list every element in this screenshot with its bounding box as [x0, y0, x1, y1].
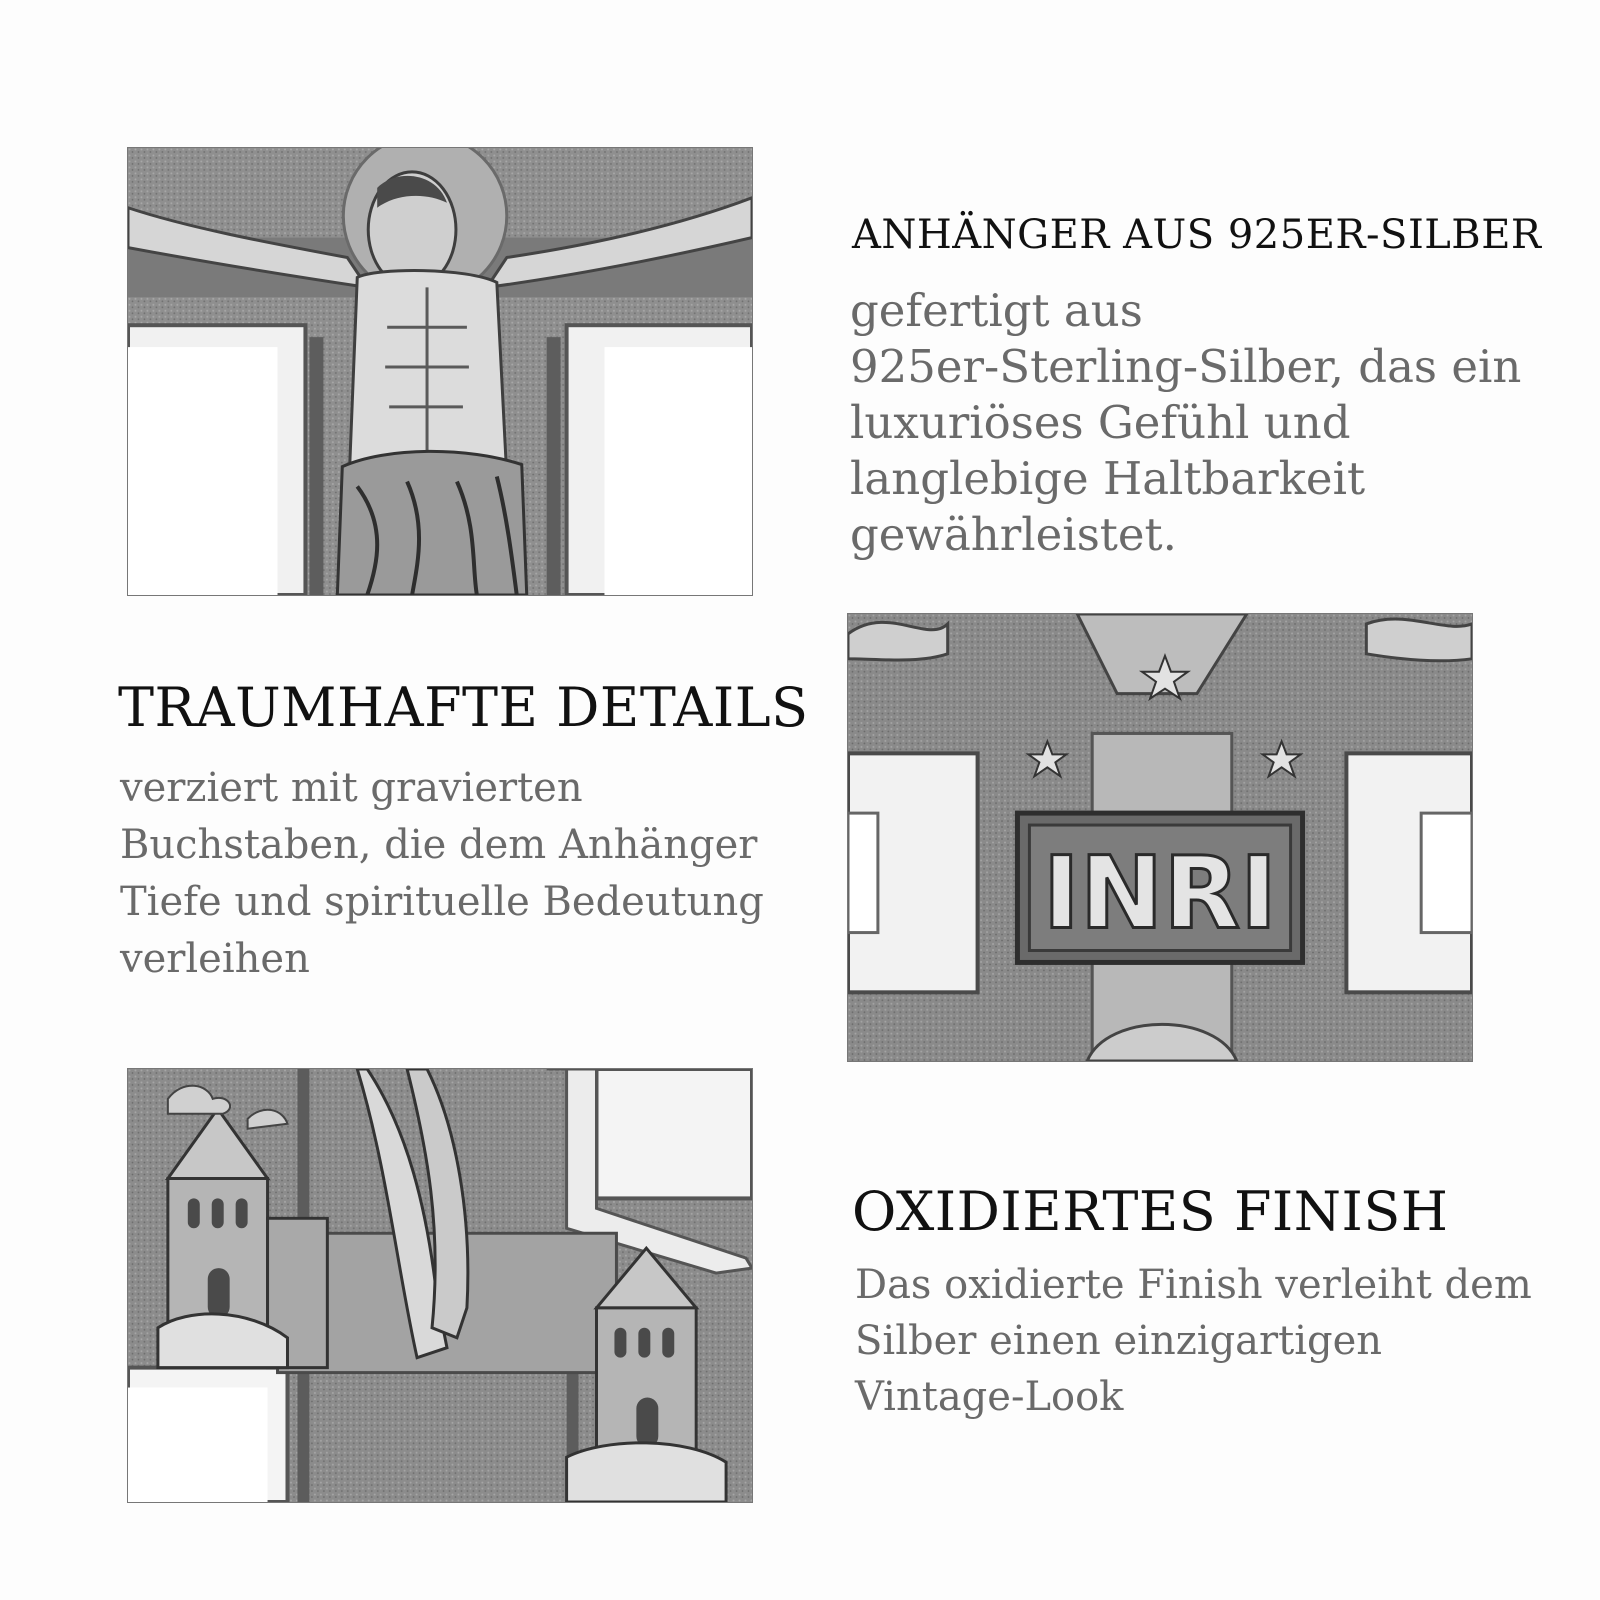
body-line: verziert mit gravierten — [120, 765, 583, 811]
castle-relief-photo — [127, 1068, 753, 1503]
body-line: gewährleistet. — [850, 508, 1177, 561]
body-line: luxuriöses Gefühl und — [850, 396, 1351, 449]
section-body-finish — [855, 1257, 1532, 1425]
body-line: gefertigt aus — [850, 284, 1143, 337]
body-line: langlebige Haltbarkeit — [850, 452, 1366, 505]
section-body-details — [120, 760, 764, 988]
body-line: 925er-Sterling-Silber, das ein — [850, 340, 1522, 393]
section-heading-details: TRAUMHAFTE DETAILS — [118, 676, 809, 739]
body-line: Buchstaben, die dem Anhänger — [120, 822, 758, 868]
crucifix-detail-photo — [127, 147, 753, 596]
section-heading-silver: ANHÄNGER AUS 925ER-SILBER — [852, 212, 1542, 258]
body-line: Silber einen einzigartigen — [855, 1318, 1383, 1364]
body-line: Das oxidierte Finish verleiht dem — [855, 1262, 1532, 1308]
inri-engraving: INRI — [1042, 836, 1278, 952]
section-body-silver — [850, 283, 1521, 563]
inri-detail-photo — [847, 613, 1473, 1062]
section-heading-finish: OXIDIERTES FINISH — [852, 1180, 1449, 1243]
body-line: Tiefe und spirituelle Bedeutung — [120, 879, 764, 925]
body-line: Vintage-Look — [855, 1374, 1124, 1420]
body-line: verleihen — [120, 936, 310, 982]
